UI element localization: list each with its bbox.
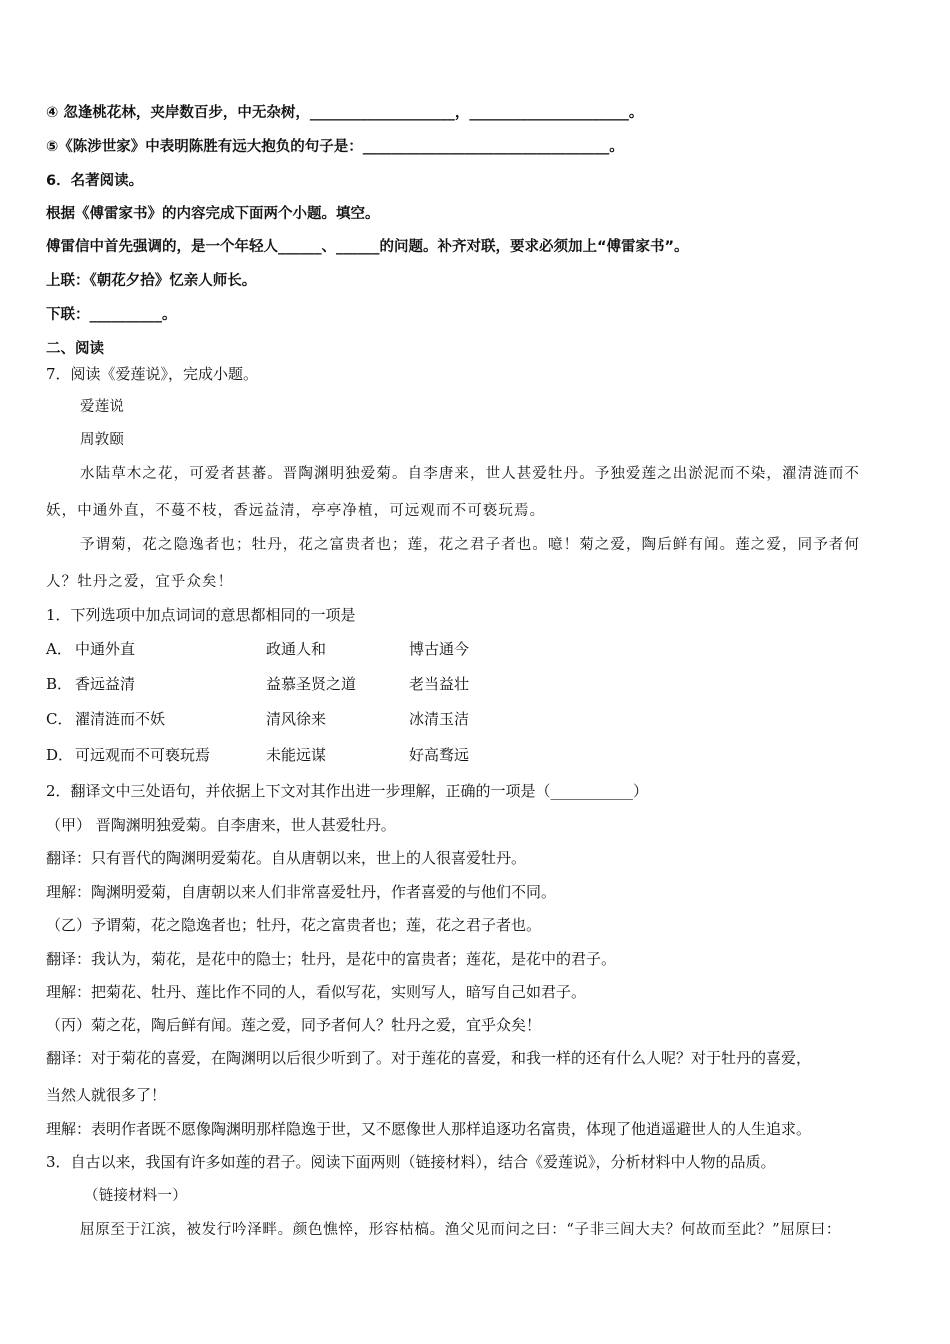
option-phrase-2: 益慕圣贤之道: [266, 675, 357, 693]
sentence-bing-understanding: 理解：表明作者既不愿像陶渊明那样隐逸于世，又不愿像世人那样追逐功名富贵，体现了他逍遥避世人的人生追求。: [46, 1120, 812, 1138]
passage-para2-line1: 予谓菊，花之隐逸者也；牡丹，花之富贵者也；莲，花之君子者也。噫！菊之爱，陶后鲜有闻。莲之爱，同予者何: [80, 537, 860, 553]
question-6-instruction: 根据《傅雷家书》的内容完成下面两个小题。填空。: [46, 206, 380, 222]
option-phrase-3: 博古通今: [409, 640, 470, 658]
fill-item-4: ④ 忽逢桃花林，夹岸数百步，中无杂树，____________________，______________________。: [46, 105, 644, 121]
sentence-bing-translation-line1: 翻译：对于菊花的喜爱，在陶渊明以后很少听到了。对于莲花的喜爱，和我一样的还有什么人呢？对于牡丹的喜爱，: [46, 1049, 812, 1067]
sub-question-3-stem: 3．自古以来，我国有许多如莲的君子。阅读下面两则（链接材料），结合《爱莲说》，分析材料中人物的品质。: [46, 1153, 776, 1171]
option-label: D．: [46, 746, 74, 764]
couplet-upper: 上联：《朝花夕拾》忆亲人师长。: [46, 273, 257, 289]
option-phrase-1: 濯清涟而不妖: [75, 710, 166, 728]
sentence-yi-translation: 翻译：我认为，菊花，是花中的隐士；牡丹，是花中的富贵者；莲花，是花中的君子。: [46, 950, 617, 968]
sentence-bing-translation-line2: 当然人就很多了！: [46, 1086, 167, 1104]
option-phrase-3: 冰清玉洁: [409, 710, 470, 728]
sub-question-2-stem: 2．翻译文中三处语句，并依据上下文对其作出进一步理解，正确的一项是（___________）: [46, 782, 649, 800]
couplet-lower: 下联：__________。: [46, 307, 177, 323]
poem-title: 爱莲说: [80, 399, 125, 415]
option-phrase-3: 老当益壮: [409, 675, 470, 693]
question-7-intro: 7．阅读《爱莲说》，完成小题。: [46, 365, 259, 383]
question-6-fill-line: 傅雷信中首先强调的，是一个年轻人______、______的问题。补齐对联，要求必须加上“傅雷家书”。: [46, 239, 689, 255]
option-label: A．: [46, 640, 72, 658]
poem-author: 周敦颐: [80, 432, 125, 448]
material-1-text: 屈原至于江滨，被发行吟泽畔。颜色憔悴，形容枯槁。渔父见而问之曰：“子非三闾大夫？何故而至此？”屈原曰：: [80, 1222, 842, 1238]
material-1-heading: （链接材料一）: [84, 1188, 187, 1204]
option-phrase-2: 未能远谋: [266, 746, 327, 764]
fill-item-5: ⑤《陈涉世家》中表明陈胜有远大抱负的句子是：__________________________________。: [46, 139, 624, 155]
sentence-yi: （乙）予谓菊，花之隐逸者也；牡丹，花之富贵者也；莲，花之君子者也。: [46, 916, 542, 934]
option-phrase-1: 香远益清: [75, 675, 136, 693]
sub-question-1-stem: 1．下列选项中加点词词的意思都相同的一项是: [46, 606, 356, 624]
option-phrase-2: 政通人和: [266, 640, 327, 658]
sentence-jia: （甲） 晋陶渊明独爱菊。自李唐来，世人甚爱牡丹。: [46, 816, 396, 834]
section-heading-reading: 二、阅读: [46, 341, 104, 357]
option-label: B．: [46, 675, 73, 693]
sentence-jia-translation: 翻译：只有晋代的陶渊明爱菊花。自从唐朝以来，世上的人很喜爱牡丹。: [46, 849, 527, 867]
option-label: C．: [46, 710, 73, 728]
option-phrase-2: 清风徐来: [266, 710, 327, 728]
sentence-bing: （丙）菊之花，陶后鲜有闻。莲之爱，同予者何人？牡丹之爱，宜乎众矣！: [46, 1016, 542, 1034]
passage-para1-line2: 妖，中通外直，不蔓不枝，香远益清，亭亭净植，可远观而不可亵玩焉。: [46, 503, 546, 519]
passage-para1-line1: 水陆草木之花，可爱者甚蕃。晋陶渊明独爱菊。自李唐来，世人甚爱牡丹。予独爱莲之出淤泥而不染，濯清涟而不: [80, 466, 860, 482]
option-phrase-1: 可远观而不可亵玩焉: [75, 746, 211, 764]
passage-para2-line2: 人？牡丹之爱，宜乎众矣！: [46, 574, 234, 590]
sentence-yi-understanding: 理解：把菊花、牡丹、莲比作不同的人，看似写花，实则写人，暗写自己如君子。: [46, 983, 587, 1001]
sentence-jia-understanding: 理解：陶渊明爱菊，自唐朝以来人们非常喜爱牡丹，作者喜爱的与他们不同。: [46, 883, 557, 901]
option-phrase-3: 好高骛远: [409, 746, 470, 764]
option-phrase-1: 中通外直: [75, 640, 136, 658]
question-6-title: 6．名著阅读。: [46, 173, 144, 189]
